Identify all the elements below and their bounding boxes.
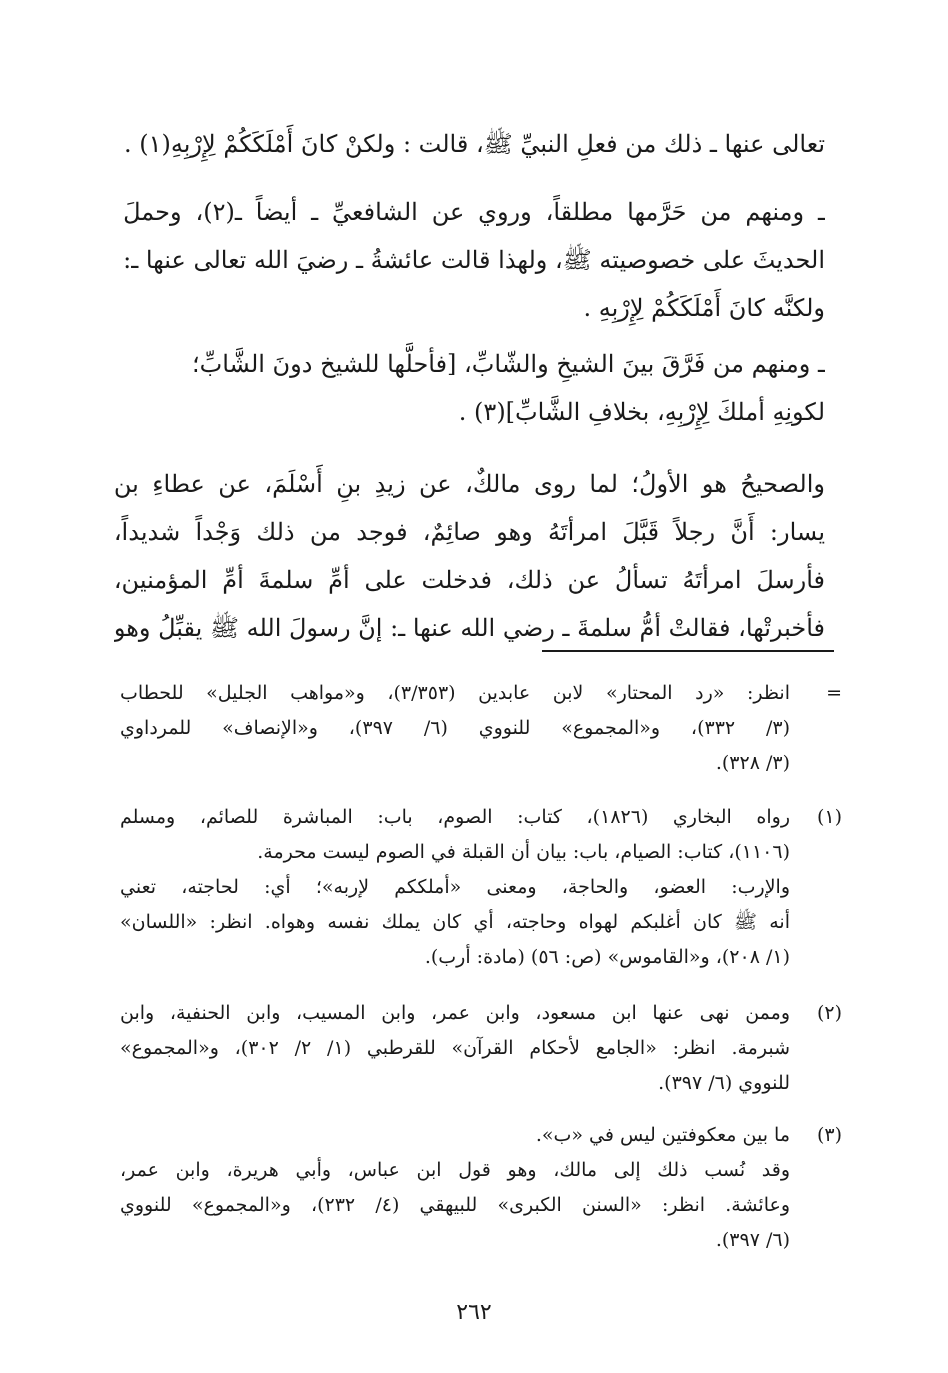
footnote-marker: = [826, 682, 842, 704]
text-line: فأرسلَ امرأتَهُ تسألُ عن ذلك، فدخلت على أمِّ سلمةَ أمِّ المؤمنين، [113, 566, 825, 594]
paragraph-3 [192, 340, 825, 436]
text-line: لكونِهِ أملكَ لِإِرْبِهِ، بخلافِ الشَّابِّ](٣) . [458, 398, 825, 426]
footnote-number: (١) [816, 806, 842, 828]
footnote-number: (٢) [816, 1002, 842, 1024]
footnote-line: انظر: «رد المحتار» لابن عابدين (٣/٣٥٣)، و«مواهب الجليل» للحطاب [120, 682, 790, 704]
footnote-line: (١/ ٢٠٨)، و«القاموس» (ص: ٥٦) (مادة: أرب). [424, 946, 790, 968]
footnote-line: والإرب: العضو، والحاجة، ومعنى «أملككم لإربه»؛ أي: لحاجته، تعني [120, 876, 790, 898]
footnote-line: (١١٠٦)، كتاب: الصيام، باب: بيان أن القبلة في الصوم ليست محرمة. [257, 841, 790, 863]
text-line: يسار: أَنَّ رجلاً قَبَّلَ امرأتَهُ وهو صائِمٌ، فوجد من ذلك وَجْداً شديداً، [113, 518, 825, 546]
footnote-line: (٣/ ٣٢٨). [715, 752, 790, 774]
footnote-line: شبرمة. انظر: «الجامع لأحكام القرآن» للقرطبي (١/ ٢/ ٣٠٢)، و«المجموع» [120, 1037, 790, 1059]
footnote-line: (٦/ ٣٩٧). [715, 1229, 790, 1251]
paragraph-1 [124, 120, 825, 168]
footnote-line: أنه ﷺ كان أغلبكم لهواه وحاجته، أي كان يملك نفسه وهواه. انظر: «اللسان» [120, 911, 790, 933]
text-line: والصحيحُ هو الأولُ؛ لما روى مالكٌ، عن زيدِ بنِ أَسْلَمَ، عن عطاءِ بن [113, 470, 825, 498]
text-line: ـ ومنهم من حَرَّمها مطلقاً، وروي عن الشافعيِّ ـ أيضاً ـ(٢)، وحملَ [123, 198, 825, 226]
footnote-line: ما بين معكوفتين ليس في «ب». [535, 1124, 790, 1146]
text-line: ولكنَّه كانَ أَمْلَكَكُمْ لِإِرْبِهِ . [583, 294, 825, 322]
page-number: ٢٦٢ [456, 1300, 492, 1325]
footnote-line: للنووي (٦/ ٣٩٧). [658, 1072, 790, 1094]
footnote-number: (٣) [816, 1124, 842, 1146]
text-line: الحديثَ على خصوصيته ﷺ، ولهذا قالت عائشةُ ـ رضيَ الله تعالى عنها ـ: [123, 246, 825, 274]
footnote-line: وعائشة. انظر: «السنن الكبرى» للبيهقي (٤/ ٢٣٢)، و«المجموع» للنووي [120, 1194, 790, 1216]
paragraph-4 [114, 460, 825, 652]
footnote-line: وممن نهى عنها ابن مسعود، وابن عمر، وابن المسيب، وابن الحنفية، وابن [120, 1002, 790, 1024]
footnote-line: وقد نُسب ذلك إلى مالك، وهو قول ابن عباس، وأبي هريرة، وابن عمر، [120, 1159, 790, 1181]
text-line: ـ ومنهم من فَرَّقَ بينَ الشيخِ والشّابِّ، [فأحلَّها للشيخ دونَ الشَّابِّ؛ [192, 350, 825, 378]
footnote-separator [542, 650, 834, 652]
text-line: فأخبرتْها، فقالتْ أمُّ سلمةَ ـ رضي الله عنها ـ: إنَّ رسولَ الله ﷺ يقبِّلُ وهو [113, 614, 825, 642]
footnote-line: (٣/ ٣٣٢)، و«المجموع» للنووي (٦/ ٣٩٧)، و«الإنصاف» للمرداوي [120, 717, 790, 739]
paragraph-2 [123, 188, 825, 332]
footnote-line: رواه البخاري (١٨٢٦)، كتاب: الصوم، باب: المباشرة للصائم، ومسلم [120, 806, 790, 828]
text-line: تعالى عنها ـ ذلك من فعلِ النبيِّ ﷺ، قالت : ولكنْ كانَ أَمْلَكَكُمْ لِإِرْبِهِ(١) . [123, 130, 825, 158]
